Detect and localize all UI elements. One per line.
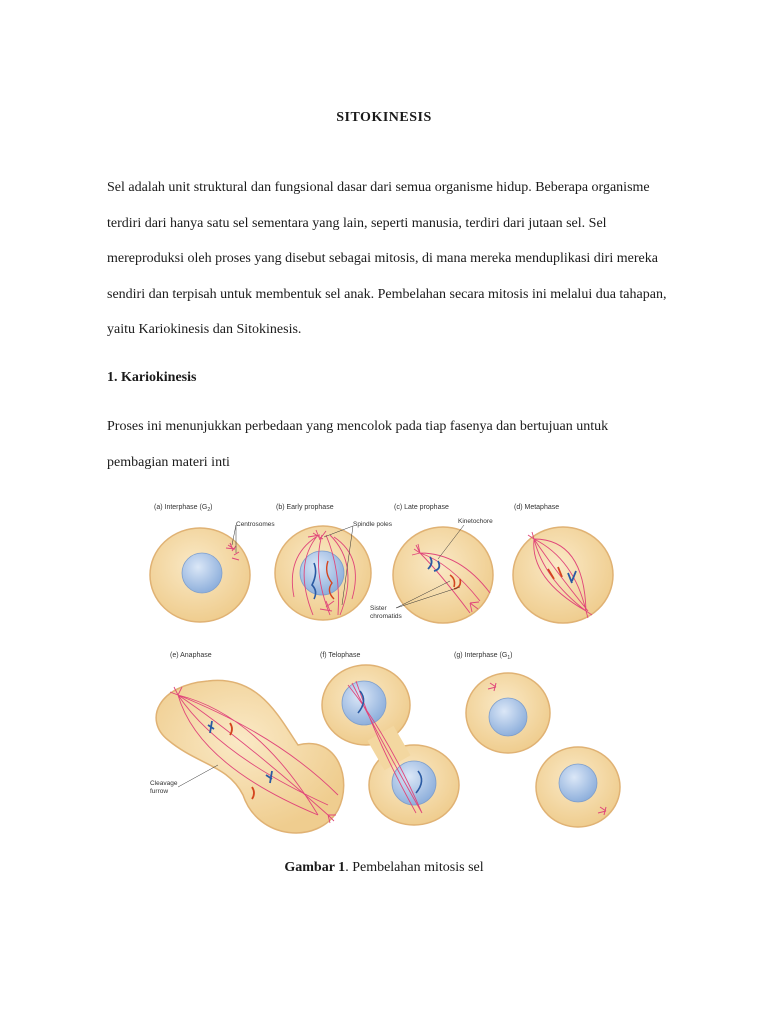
label-telophase: (f) Telophase — [320, 652, 361, 659]
cell-metaphase — [513, 527, 613, 623]
annotation-spindle-poles: Spindle poles — [353, 521, 393, 528]
mitosis-illustration — [148, 495, 628, 840]
caption-text: . Pembelahan mitosis sel — [345, 860, 484, 875]
label-early-prophase: (b) Early prophase — [276, 504, 334, 511]
cell-late-prophase — [393, 527, 493, 623]
label-interphase-g2: (a) Interphase $(G_2)$ — [154, 504, 213, 513]
label-metaphase: (d) Metaphase — [514, 504, 560, 511]
cell-early-prophase — [275, 526, 371, 620]
mitosis-figure — [148, 495, 628, 840]
kariokinesis-paragraph: Proses ini menunjukkan perbedaan yang mencolok pada tiap fasenya dan bertujuan untuk pembagian materi inti — [107, 419, 609, 470]
section-heading-kariokinesis: 1. Kariokinesis — [107, 370, 197, 385]
annotation-furrow: furrow — [150, 788, 169, 795]
annotation-chromatids: chromatids — [370, 613, 402, 620]
label-late-prophase: (c) Late prophase — [394, 504, 449, 511]
annotation-kinetochore: Kinetochore — [458, 518, 493, 525]
figure-caption — [0, 860, 768, 876]
label-interphase-g1: (g) Interphase $(G_1)$ — [454, 652, 513, 661]
label-anaphase: (e) Anaphase — [170, 652, 212, 659]
intro-paragraph: Sel adalah unit struktural dan fungsional dasar dari semua organisme hidup. Beberapa organisme terdiri dari hanya satu sel sementara yang lain, seperti manusia, terdiri dari jutaan sel. Sel mereproduksi oleh proses yang disebut sebagai mitosis, di mana mereka menduplikasi diri mereka sendiri dan terpisah untuk membentuk sel anak. Pembelahan secara mitosis ini melalui dua tahapan, yaitu Kariokinesis dan Sitokinesis. — [107, 180, 667, 337]
document-title: SITOKINESIS — [336, 110, 432, 125]
cell-interphase-g1-bottom — [536, 747, 620, 827]
cell-telophase — [322, 665, 459, 825]
annotation-cleavage: Cleavage — [150, 780, 178, 787]
cell-interphase-g1-top — [466, 673, 550, 753]
annotation-sister: Sister — [370, 605, 387, 612]
annotation-centrosomes: Centrosomes — [236, 521, 275, 528]
cell-anaphase — [156, 680, 344, 833]
caption-label: Gambar 1 — [284, 860, 346, 875]
cell-interphase-g2 — [150, 528, 250, 622]
